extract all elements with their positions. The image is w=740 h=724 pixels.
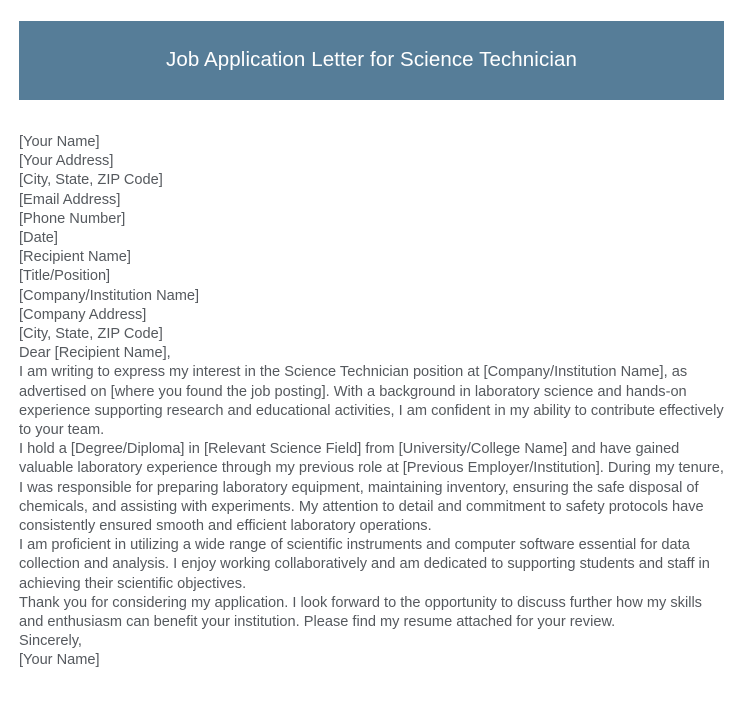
closing-salutation: Sincerely, [19,633,82,650]
recipient-line-city-state-zip: [City, State, ZIP Code] [19,326,163,343]
letter-paragraph-4: Thank you for considering my application. I look forward to the opportunity to discuss further how my skills and enthusiasm can benefit your institution. Please find my resume attached for your review. [19,594,702,631]
sender-line-city-state-zip: [City, State, ZIP Code] [19,172,163,189]
letter-body [19,133,724,671]
letter-header-banner [19,21,724,100]
recipient-line-title: [Title/Position] [19,268,111,285]
salutation: Dear [Recipient Name], [19,345,171,362]
recipient-line-name: [Recipient Name] [19,249,131,266]
sender-line-address: [Your Address] [19,153,114,170]
page-title: Job Application Letter for Science Technician [166,48,577,72]
letter-paragraph-1: I am writing to express my interest in the Science Technician position at [Company/Institution Name], as advertised on [where you found the job posting]. With a background in laboratory science and hands-on experience supporting research and educational activities, I am confident in my ability to contribute effectively to your team. [19,364,724,439]
recipient-line-company: [Company/Institution Name] [19,287,200,304]
sender-line-name: [Your Name] [19,134,100,150]
sender-line-email: [Email Address] [19,191,121,208]
sender-line-date: [Date] [19,230,58,247]
letter-paragraph-2: I hold a [Degree/Diploma] in [Relevant Science Field] from [University/College Name] and have gained valuable laboratory experience through my previous role at [Previous Employer/Institution]. During my tenure, I was responsible for preparing laboratory equipment, maintaining inventory, ensuring the safe disposal of chemicals, and assisting with experiments. My attention to detail and commitment to safety protocols have consistently ensured smooth and efficient laboratory operations. [19,441,724,535]
sender-line-phone: [Phone Number] [19,210,126,227]
letter-paragraph-3: I am proficient in utilizing a wide range of scientific instruments and computer software essential for data collection and analysis. I enjoy working collaboratively and am dedicated to supporting students and staff in achieving their scientific objectives. [19,537,710,592]
signature-name: [Your Name] [19,652,100,669]
recipient-line-address: [Company Address] [19,306,147,323]
